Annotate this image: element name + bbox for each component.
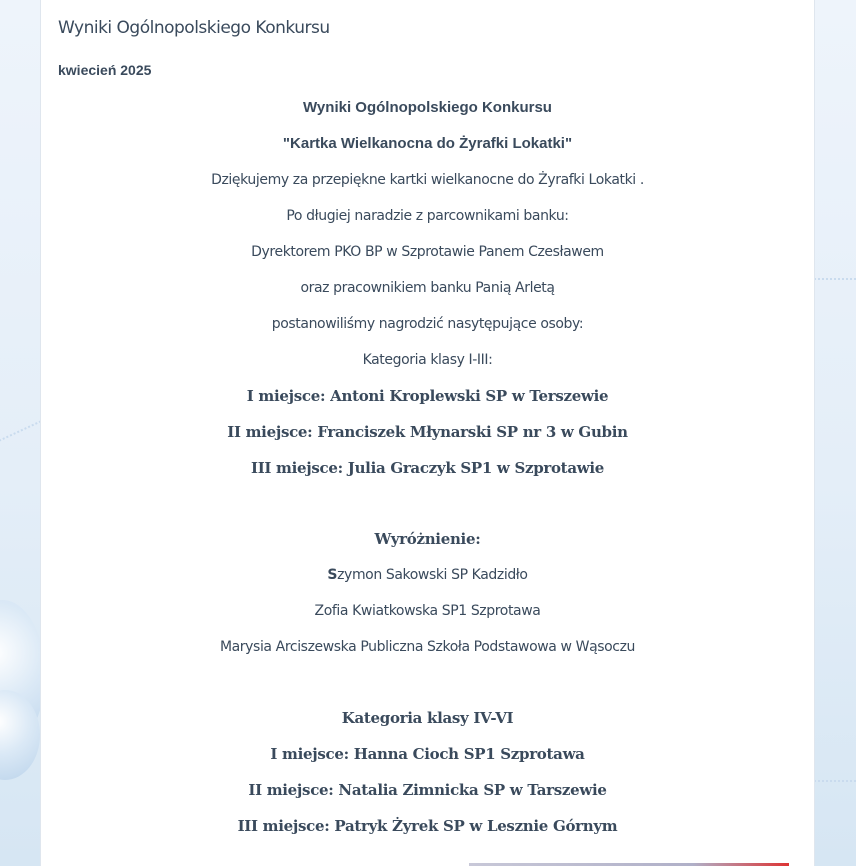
background-dots-right-bottom xyxy=(814,780,856,782)
intro-line: Po długiej naradzie z parcownikami banku: xyxy=(286,208,569,224)
winner-line: III miejsce: Patryk Żyrek SP w Lesznie Górnym xyxy=(237,817,618,835)
distinction-label: Wyróżnienie: xyxy=(374,530,481,548)
article-subheading: "Kartka Wielkanocna do Żyrafki Lokatki" xyxy=(282,135,573,152)
winner-line: I miejsce: Hanna Cioch SP1 Szprotawa xyxy=(270,745,585,763)
page-title: Wyniki Ogólnopolskiego Konkursu xyxy=(58,18,330,38)
distinction-line xyxy=(41,563,814,599)
background-dots-right-top xyxy=(814,278,856,280)
article-body xyxy=(41,96,814,850)
winner-line: II miejsce: Natalia Zimnicka SP w Tarszewie xyxy=(248,781,607,799)
distinction-initial: S xyxy=(327,567,338,583)
publish-date: kwiecień 2025 xyxy=(58,62,152,78)
intro-line: oraz pracownikiem banku Panią Arletą xyxy=(300,280,555,296)
winner-line: II miejsce: Franciszek Młynarski SP nr 3 w Gubin xyxy=(227,423,628,441)
intro-line: Dziękujemy za przepiękne kartki wielkanocne do Żyrafki Lokatki . xyxy=(211,172,644,188)
winner-line: I miejsce: Antoni Kroplewski SP w Terszewie xyxy=(246,387,609,405)
category-label: Kategoria klasy I-III: xyxy=(362,352,493,368)
distinction-rest: zymon Sakowski SP Kadzidło xyxy=(337,567,528,583)
distinction-line: Marysia Arciszewska Publiczna Szkoła Podstawowa w Wąsoczu xyxy=(219,639,636,655)
intro-line: Dyrektorem PKO BP w Szprotawie Panem Czesławem xyxy=(251,244,604,260)
winner-line: III miejsce: Julia Graczyk SP1 w Szprotawie xyxy=(250,459,604,477)
distinction-line: Zofia Kwiatkowska SP1 Szprotawa xyxy=(314,603,541,619)
category-label: Kategoria klasy IV-VI xyxy=(341,709,514,727)
content-panel xyxy=(40,0,815,866)
intro-line: postanowiliśmy nagrodzić nasytępujące osoby: xyxy=(271,316,584,332)
article-heading: Wyniki Ogólnopolskiego Konkursu xyxy=(303,99,552,116)
